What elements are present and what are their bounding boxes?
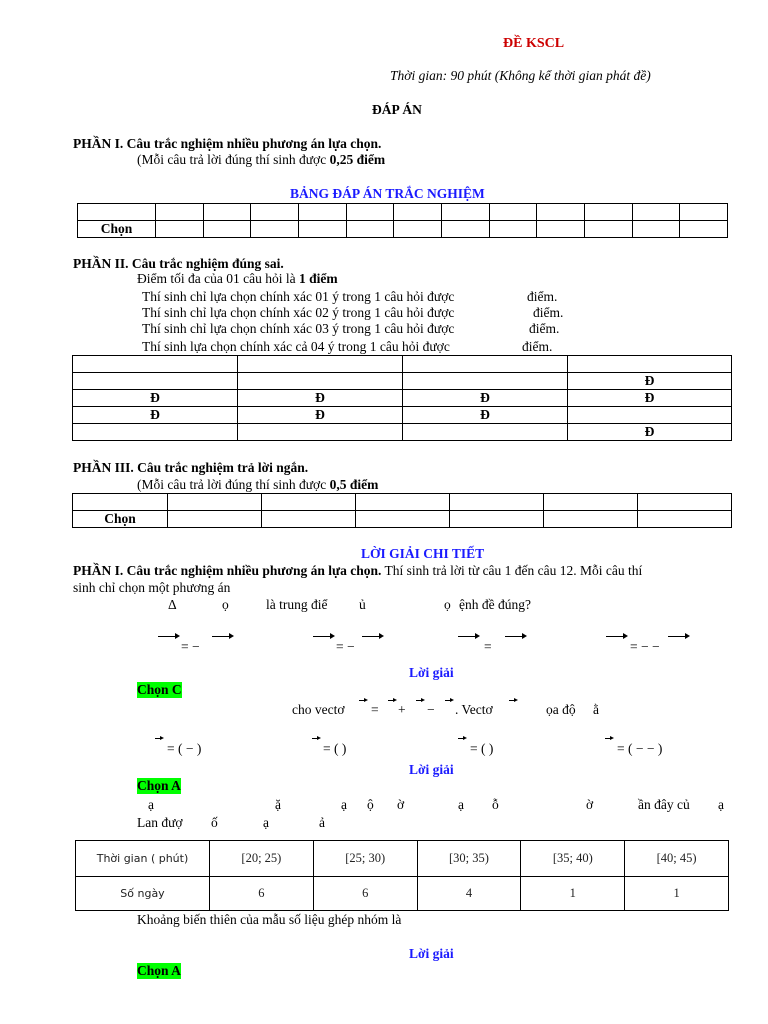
q3-frag: ần đây củ [638, 797, 690, 812]
mark-d: Đ [403, 390, 568, 407]
q3-frag: ỗ [492, 797, 499, 812]
q1-frag: Δ [168, 597, 177, 612]
q1-frag: ọ [222, 597, 229, 612]
part3-row-label: Chọn [73, 511, 168, 528]
loi-giai-2: Lời giải [409, 762, 454, 777]
q2-text: = [371, 702, 379, 717]
count-cell: 1 [521, 877, 625, 911]
count-cell: 4 [417, 877, 521, 911]
exam-title: ĐỀ KSCL [503, 36, 565, 51]
q2-text: ằ [593, 702, 599, 717]
q1-frag: ủ [359, 597, 366, 612]
mark-d: Đ [568, 424, 732, 441]
vector-arrow-icon [458, 633, 480, 641]
interval-cell: [25; 30) [313, 841, 417, 877]
q1-frag: là trung điể [266, 597, 328, 612]
answer-1: Chọn C [137, 682, 182, 697]
part2-rule-3-suffix: điểm. [529, 321, 560, 336]
q3-frag: ặ [275, 797, 281, 812]
vector-arrow-icon [445, 698, 454, 704]
part3-note: (Mỗi câu trả lời đúng thí sinh được 0,5 điểm [137, 477, 379, 492]
part2-rule-2-suffix: điểm. [533, 305, 564, 320]
solutions-heading: LỜI GIẢI CHI TIẾT [361, 546, 485, 561]
part2-rule-1: Thí sinh chỉ lựa chọn chính xác 01 ý trong 1 câu hỏi được [142, 289, 455, 304]
q2-option-b: = ( ) [323, 741, 347, 756]
part2-rule-4: Thí sinh lựa chọn chính xác cả 04 ý trong 1 câu hỏi được [142, 339, 450, 354]
part1-row-label: Chọn [78, 221, 156, 238]
exam-duration: Thời gian: 90 phút (Không kể thời gian phát đề) [390, 68, 651, 83]
q2-text: cho vectơ [292, 702, 345, 717]
q2-option-d: = ( − − ) [617, 741, 663, 756]
solutions-part1-intro: PHẦN I. Câu trắc nghiệm nhiều phương án lựa chọn. Thí sinh trả lời từ câu 1 đến câu 12. Mỗi câu thí [73, 563, 643, 578]
part2-rule-1-suffix: điểm. [527, 289, 558, 304]
q3-frag: ạ [263, 815, 269, 830]
count-cell: 6 [210, 877, 314, 911]
part2-rule-4-suffix: điểm. [522, 339, 553, 354]
part2-max: Điểm tối đa của 01 câu hỏi là 1 điểm [137, 271, 338, 286]
vector-arrow-icon [362, 633, 384, 641]
q2-text: + [398, 702, 406, 717]
mark-d: Đ [403, 407, 568, 424]
q2-option-c: = ( ) [470, 741, 494, 756]
mark-d: Đ [568, 390, 732, 407]
mark-d: Đ [238, 390, 403, 407]
part2-answer-table [72, 355, 732, 441]
q2-text: ọa độ [546, 702, 576, 717]
part1-title: PHẦN I. Câu trắc nghiệm nhiều phương án lựa chọn. [73, 136, 382, 151]
q3-frag: ạ [148, 797, 154, 812]
mark-d: Đ [73, 390, 238, 407]
interval-cell: [40; 45) [625, 841, 729, 877]
interval-cell: [20; 25) [210, 841, 314, 877]
q1-option-b: = − [336, 639, 355, 654]
vector-arrow-icon [388, 698, 397, 704]
vector-arrow-icon [359, 698, 368, 704]
vector-arrow-icon [313, 633, 335, 641]
interval-cell: [30; 35) [417, 841, 521, 877]
vector-arrow-icon [312, 736, 321, 742]
mark-d: Đ [238, 407, 403, 424]
answer-table-title: BẢNG ĐÁP ÁN TRẮC NGHIỆM [290, 186, 485, 201]
vector-arrow-icon [606, 633, 628, 641]
answer-2: Chọn A [137, 778, 181, 793]
q2-text: . Vectơ [455, 702, 493, 717]
vector-arrow-icon [458, 736, 467, 742]
part1-answer-table [77, 203, 728, 238]
freq-row1-label: Thời gian ( phút) [76, 841, 210, 877]
q3-frag: ờ [586, 797, 594, 812]
vector-arrow-icon [668, 633, 690, 641]
q3-frag: ờ [397, 797, 405, 812]
q2-text: − [427, 702, 435, 717]
q3-frag: ạ [341, 797, 347, 812]
solutions-part1-intro-2: sinh chỉ chọn một phương án [73, 580, 231, 595]
vector-arrow-icon [158, 633, 180, 641]
loi-giai-1: Lời giải [409, 665, 454, 680]
freq-row2-label: Số ngày [76, 877, 210, 911]
vector-arrow-icon [212, 633, 234, 641]
q3-frag: ộ [367, 797, 374, 812]
vector-arrow-icon [416, 698, 425, 704]
count-cell: 6 [313, 877, 417, 911]
vector-arrow-icon [509, 698, 518, 704]
part2-rule-2: Thí sinh chỉ lựa chọn chính xác 02 ý trong 1 câu hỏi được [142, 305, 455, 320]
q3-frag: Lan đượ [137, 815, 183, 830]
q3-frag: ạ [458, 797, 464, 812]
q3-frag: ả [319, 815, 325, 830]
part1-note: (Mỗi câu trả lời đúng thí sinh được 0,25 điểm [137, 152, 386, 167]
vector-arrow-icon [605, 736, 614, 742]
q3-frag: ạ [718, 797, 724, 812]
answer-heading: ĐÁP ÁN [372, 102, 422, 117]
loi-giai-3: Lời giải [409, 946, 454, 961]
q3-frag: ố [211, 815, 218, 830]
q1-frag: ọ [444, 597, 451, 612]
part3-answer-table [72, 493, 732, 528]
q3-question: Khoảng biến thiên của mẫu số liệu ghép nhóm là [137, 912, 402, 927]
answer-3: Chọn A [137, 963, 181, 978]
part2-title: PHẦN II. Câu trắc nghiệm đúng sai. [73, 256, 284, 271]
interval-cell: [35; 40) [521, 841, 625, 877]
frequency-table [75, 840, 729, 911]
mark-d: Đ [73, 407, 238, 424]
q1-option-c: = [484, 639, 492, 654]
mark-d: Đ [568, 373, 732, 390]
vector-arrow-icon [505, 633, 527, 641]
part2-rule-3: Thí sinh chỉ lựa chọn chính xác 03 ý trong 1 câu hỏi được [142, 321, 455, 336]
q2-option-a: = ( − ) [167, 741, 202, 756]
count-cell: 1 [625, 877, 729, 911]
q1-option-d: = − − [630, 639, 660, 654]
vector-arrow-icon [155, 736, 164, 742]
part3-title: PHẦN III. Câu trắc nghiệm trả lời ngắn. [73, 460, 309, 475]
q1-option-a: = − [181, 639, 200, 654]
q1-frag: ệnh đề đúng? [459, 597, 531, 612]
